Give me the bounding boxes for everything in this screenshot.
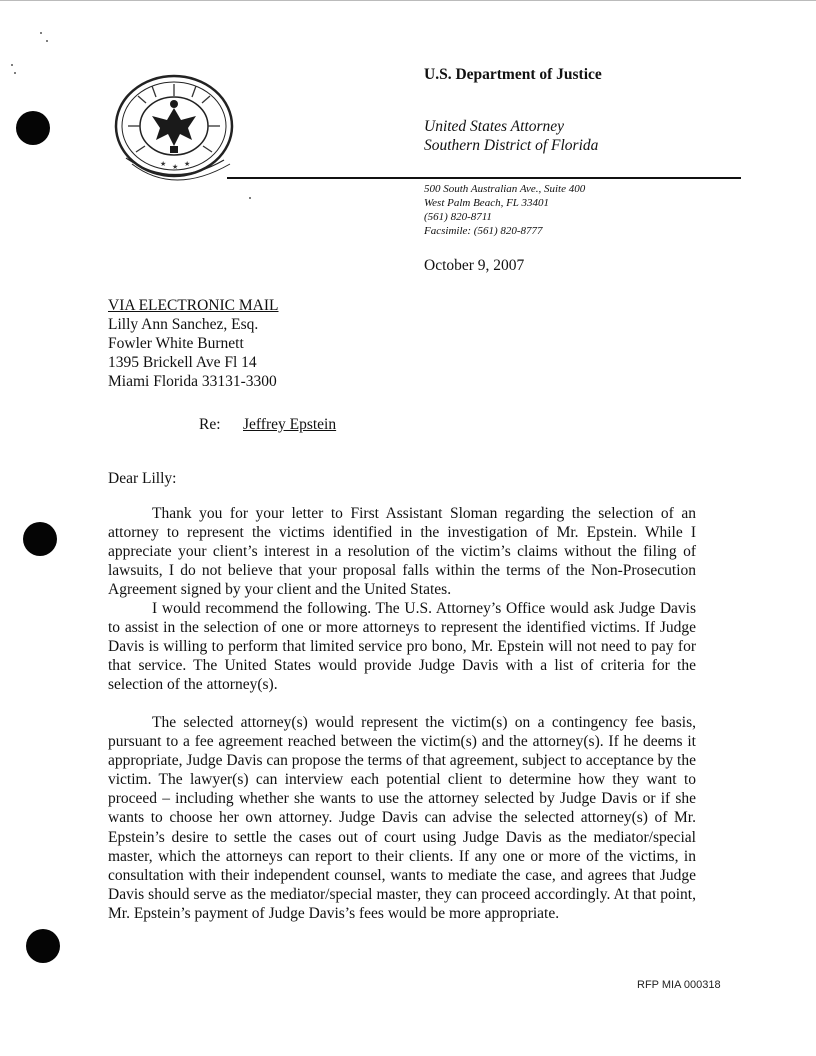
office-district: Southern District of Florida xyxy=(424,137,599,154)
punch-hole xyxy=(26,929,60,963)
scan-speck xyxy=(46,40,48,42)
recipient-line: Fowler White Burnett xyxy=(108,335,244,352)
punch-hole xyxy=(16,111,50,145)
svg-text:★: ★ xyxy=(172,163,179,171)
svg-text:★: ★ xyxy=(160,160,167,168)
scan-speck xyxy=(249,197,251,199)
body-paragraph: I would recommend the following. The U.S. Attorney’s Office would ask Judge Davis to assist in the selection of one or more attorneys to represent the identified victims. If Judge Davis is willing to perform that limited service pro bono, Mr. Epstein will not need to pay for that service. The United States would provide Judge Davis with a list of criteria for the selection of the attorney(s). xyxy=(108,600,696,694)
office-address-line: West Palm Beach, FL 33401 xyxy=(424,197,549,209)
recipient-line: 1395 Brickell Ave Fl 14 xyxy=(108,354,257,371)
body-paragraph: The selected attorney(s) would represent the victim(s) on a contingency fee basis, pursuant to a fee agreement reached between the victim(s) and the attorney(s). If he deems it appropriate, Judge Davis can propose the terms of that agreement, subject to acceptance by the victim. The lawyer(s) can interview each potential client to determine how they want to proceed – including whether she wants to use the attorney selected by Judge Davis or if she wants to choose her own attorney. Judge Davis can advise the selected attorney(s) of Mr. Epstein’s desire to settle the cases out of court using Judge Davis as the mediator/special master, which the attorneys can report to their clients. If any one or more of the victims, in consultation with their independent counsel, wants to mediate the case, and agrees that Judge Davis should serve as the mediator/special master, they can proceed accordingly. At that point, Mr. Epstein’s payment of Judge Davis’s fees would be more appropriate. xyxy=(108,714,696,922)
scan-speck xyxy=(11,64,13,66)
office-address-line: 500 South Australian Ave., Suite 400 xyxy=(424,183,586,195)
letter-date: October 9, 2007 xyxy=(424,257,525,274)
body-paragraph: Thank you for your letter to First Assistant Sloman regarding the selection of an attorney to represent the victims identified in the investigation of Mr. Epstein. While I appreciate your client’s interest in a resolution of the victim’s claims without the filing of lawsuits, I do not believe that your proposal falls within the terms of the Non-Prosecution Agreement signed by your client and the United States. xyxy=(108,505,696,599)
bates-number: RFP MIA 000318 xyxy=(637,979,721,991)
department-name: U.S. Department of Justice xyxy=(424,66,602,83)
scan-top-edge xyxy=(0,0,816,1)
re-label: Re: xyxy=(199,416,221,433)
salutation: Dear Lilly: xyxy=(108,470,177,487)
scan-speck xyxy=(40,32,42,34)
scan-speck xyxy=(14,72,16,74)
re-subject: Jeffrey Epstein xyxy=(243,416,337,433)
letterhead-divider xyxy=(227,177,741,179)
office-phone: (561) 820-8711 xyxy=(424,211,492,223)
delivery-method: VIA ELECTRONIC MAIL xyxy=(108,297,279,314)
punch-hole xyxy=(23,522,57,556)
office-fax: Facsimile: (561) 820-8777 xyxy=(424,225,543,237)
office-title: United States Attorney xyxy=(424,118,565,135)
svg-text:★: ★ xyxy=(184,160,191,168)
doj-seal-icon xyxy=(112,72,240,182)
recipient-line: Miami Florida 33131-3300 xyxy=(108,373,277,390)
recipient-line: Lilly Ann Sanchez, Esq. xyxy=(108,316,259,333)
